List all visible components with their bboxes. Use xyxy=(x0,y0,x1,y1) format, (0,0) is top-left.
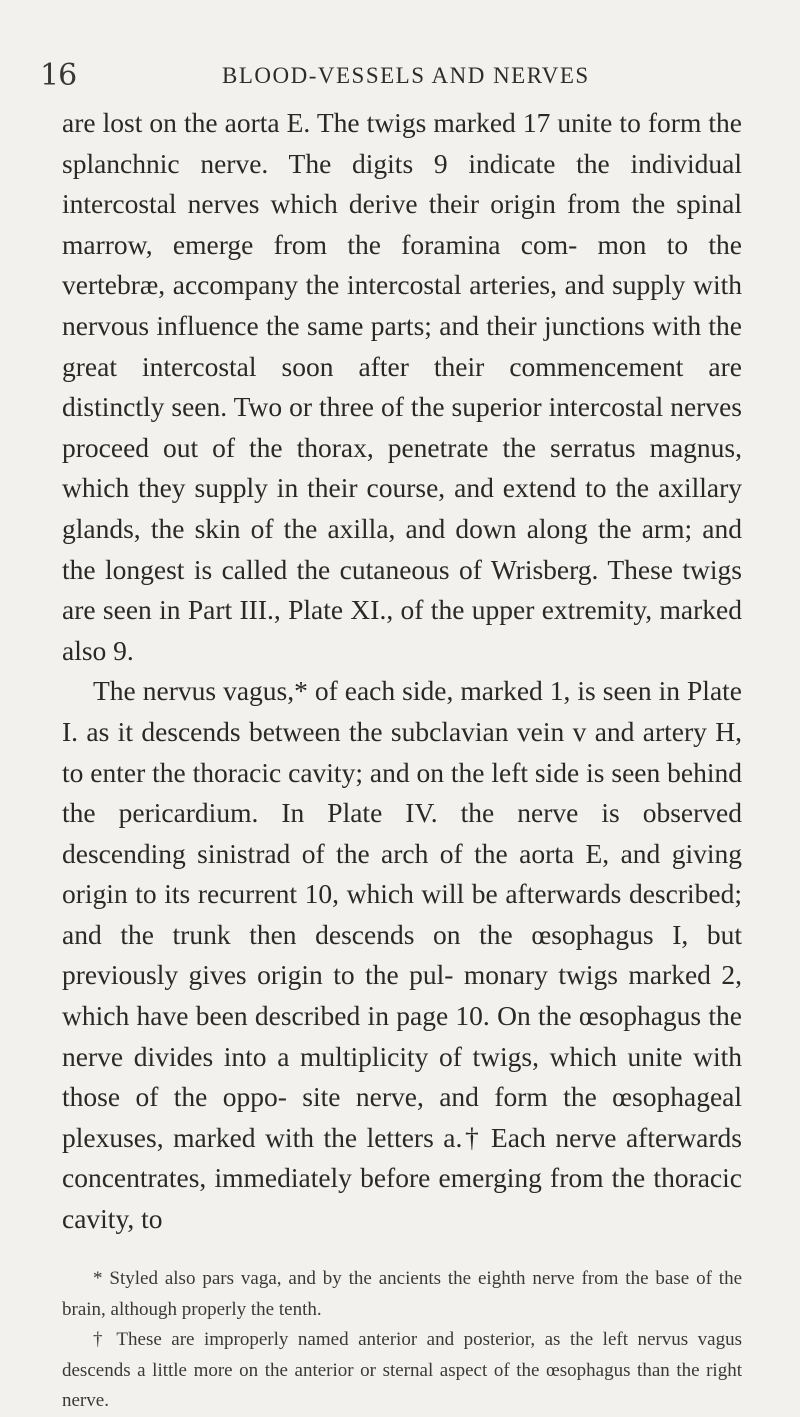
paragraph-nervus-vagus: The nervus vagus,* of each side, marked 1, is seen in Plate I. as it descends between the subclavian vein v and artery H, to enter the thoracic cavity; and on the left side is seen behind the pericardium. In Plate IV. the nerve is observed descending sinistrad of the arch of the aorta E, and giving origin to its recurrent 10, which will be afterwards described; and the trunk then descends on the œsophagus I, but previously gives origin to the pul- monary twigs marked 2, which have been described in page 10. On the œsophagus the nerve divides into a multiplicity of twigs, which unite with those of the oppo- site nerve, and form the œsophageal plexuses, marked with the letters a.† Each nerve afterwards concentrates, immediately before emerging from the thoracic cavity, to xyxy=(62,675,742,1235)
page-header xyxy=(0,58,800,98)
footnote-asterisk: * Styled also pars vaga, and by the ancients the eighth nerve from the base of the brain, although properly the tenth. xyxy=(62,1268,742,1320)
paragraph-continued: are lost on the aorta E. The twigs marked 17 unite to form the splanchnic nerve. The digits 9 indicate the individual intercostal nerves which derive their origin from the spinal marrow, emerge from the foramina com- mon to the vertebræ, accompany the intercostal arteries, and supply with nervous influence the same parts; and their junctions with the great intercostal soon after their commencement are distinctly seen. Two or three of the superior intercostal nerves proceed out of the thorax, penetrate the serratus magnus, which they supply in their course, and extend to the axillary glands, the skin of the axilla, and down along the arm; and the longest is called the cutaneous of Wrisberg. These twigs are seen in Part III., Plate XI., of the upper extremity, marked also 9. xyxy=(62,107,742,666)
footnote-dagger: † These are improperly named anterior and posterior, as the left nervus vagus descends a little more on the anterior or sternal aspect of the œsophagus than the right nerve. xyxy=(62,1329,742,1411)
body-text xyxy=(62,103,742,1240)
running-head: BLOOD-VESSELS AND NERVES xyxy=(222,63,590,88)
page-number: 16 xyxy=(40,58,77,93)
footnotes xyxy=(62,1264,742,1417)
